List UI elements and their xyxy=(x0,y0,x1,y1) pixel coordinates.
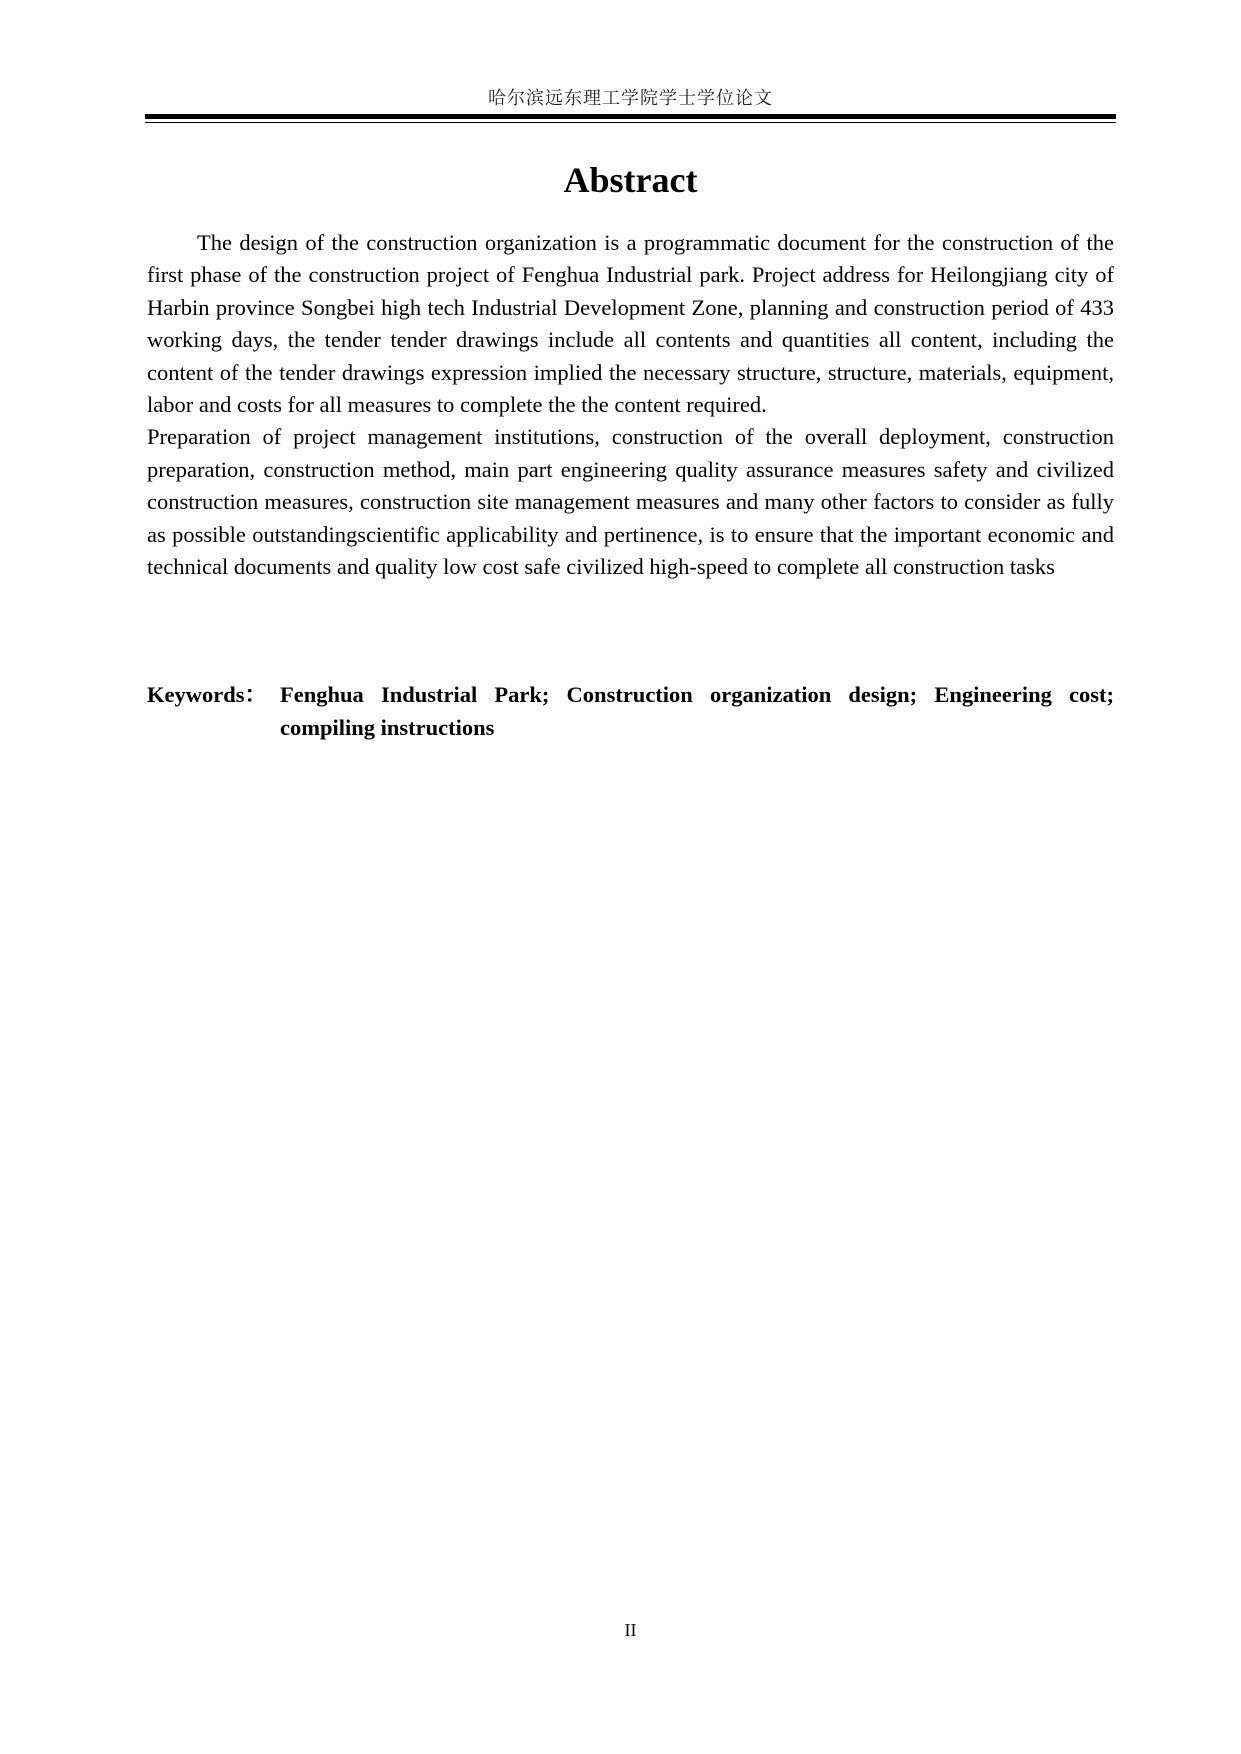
abstract-paragraph-1: The design of the construction organization is a programmatic document for the construction of the first phase of the construction project of Fenghua Industrial park. Project address for Heilongjiang city of Harbin province Songbei high tech Industrial Development Zone, planning and construction period of 433 working days, the tender tender drawings include all contents and quantities all content, including the content of the tender drawings expression implied the necessary structure, structure, materials, equipment, labor and costs for all measures to complete the the content required. xyxy=(147,230,1114,418)
running-header: 哈尔滨远东理工学院学士学位论文 xyxy=(488,88,773,108)
keywords-value: Fenghua Industrial Park; Construction organization design; Engineering cost; compiling instructions xyxy=(280,682,1114,740)
keywords-label: Keywords： xyxy=(147,682,267,707)
header-rule-thick xyxy=(145,114,1116,119)
keywords-block xyxy=(147,678,1114,744)
abstract-title: Abstract xyxy=(563,160,698,200)
abstract-body xyxy=(147,227,1114,583)
abstract-paragraph-2: Preparation of project management institutions, construction of the overall deployment, construction preparation, construction method, main part engineering quality assurance measures safety and civilized construction measures, construction site management measures and many other factors to consider as fully as possible outstandingscientific applicability and pertinence, is to ensure that the important economic and technical documents and quality low cost safe civilized high-speed to complete all construction tasks xyxy=(147,424,1114,580)
header-rule-thin xyxy=(145,122,1116,123)
page-number: II xyxy=(624,1620,637,1640)
